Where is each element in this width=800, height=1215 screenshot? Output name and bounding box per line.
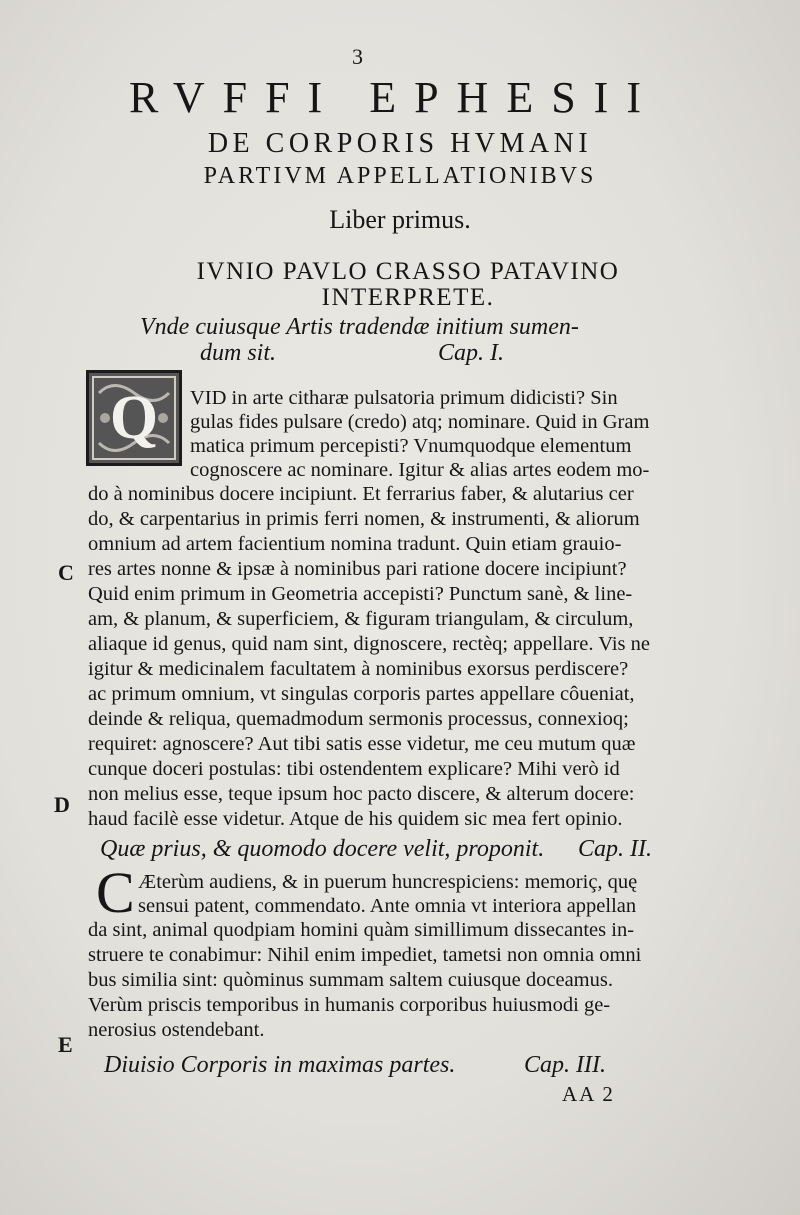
- chapter-2-header: [100, 836, 680, 863]
- interpreter-line: IVNIO PAVLO CRASSO PATAVINO: [196, 258, 620, 285]
- text-line: res artes nonne & ipsæ à nominibus pari ratione docere incipiunt?: [88, 558, 627, 580]
- text-line: aliaque id genus, quid nam sint, dignoscere, rectèq; appellare. Vis ne: [88, 633, 650, 655]
- initial-letter: Q: [109, 383, 159, 452]
- chapter-1-heading-cont: dum sit.: [200, 340, 277, 366]
- margin-letter: E: [58, 1032, 73, 1057]
- text-line: cunque doceri postulas: tibi ostendentem explicare? Mihi verò id: [88, 758, 620, 780]
- text-line: ac primum omnium, vt singulas corporis partes appellare côueniat,: [88, 683, 635, 705]
- title-author: RVFFI EPHESII: [129, 73, 659, 122]
- page-number: 3: [352, 44, 363, 69]
- text-line: deinde & reliqua, quemadmodum sermonis processus, connexioq;: [88, 708, 629, 730]
- margin-letter: D: [54, 792, 70, 817]
- chapter-3-number: Cap. III.: [524, 1052, 606, 1078]
- text-line: gulas fides pulsare (credo) atq; nominare. Quid in Gram: [190, 411, 650, 433]
- drop-initial: C: [96, 860, 135, 925]
- margin-letter: C: [58, 560, 74, 585]
- text-line: haud facilè esse videtur. Atque de his quidem sic mea fert opinio.: [88, 808, 623, 830]
- text-line: sensui patent, commendato. Ante omnia vt interiora appellan: [138, 895, 637, 917]
- text-line: da sint, animal quodpiam homini quàm simillimum dissecantes in-: [88, 919, 635, 941]
- text-line: non melius esse, teque ipsum hoc pacto discere, & alterum docere:: [88, 783, 635, 805]
- book-number: Liber primus.: [329, 205, 471, 234]
- text-line: Quid enim primum in Geometria accepisti? Punctum sanè, & line-: [88, 583, 633, 605]
- chapter-1-heading: Vnde cuiusque Artis tradendæ initium sumen-: [140, 314, 579, 340]
- title-subject-cont: PARTIVM APPELLATIONIBVS: [203, 163, 597, 189]
- chapter-3-heading: Diuisio Corporis in maximas partes.: [104, 1052, 456, 1078]
- text-line: matica primum percepisti? Vnumquodque elementum: [190, 435, 632, 457]
- text-line: VID in arte citharæ pulsatoria primum didicisti? Sin: [190, 387, 618, 409]
- text-line: struere te conabimur: Nihil enim impediet, tametsi non omnia omni: [88, 944, 642, 966]
- chapter-3-header: [104, 1052, 684, 1079]
- text-line: am, & planum, & superficiem, & figuram triangulam, & circulum,: [88, 608, 634, 630]
- chapter-2-heading: Quæ prius, & quomodo docere velit, proponit.: [100, 836, 545, 862]
- text-line: bus similia sint: quòminus summam saltem cuiusque doceamus.: [88, 969, 613, 991]
- text-line: Verùm priscis temporibus in humanis corporibus huiusmodi ge-: [88, 994, 611, 1016]
- interpreter-line-2: INTERPRETE.: [321, 284, 495, 311]
- signature-mark: AA 2: [562, 1082, 615, 1106]
- text-line: do à nominibus docere incipiunt. Et ferrarius faber, & alutarius cer: [88, 483, 634, 505]
- chapter-2-number: Cap. II.: [578, 836, 652, 862]
- chapter-1-number: Cap. I.: [438, 340, 504, 366]
- title-subject: DE CORPORIS HVMANI: [207, 128, 593, 159]
- text-line: omnium ad artem facientium nomina tradunt. Quin etiam grauio-: [88, 533, 622, 555]
- text-line: requiret: agnoscere? Aut tibi satis esse videtur, me ceu mutum quæ: [88, 733, 636, 755]
- text-line: do, & carpentarius in primis ferri nomen, & instrumenti, & aliorum: [88, 508, 640, 530]
- text-line: cognoscere ac nominare. Igitur & alias artes eodem mo-: [190, 459, 650, 481]
- text-line: Æterùm audiens, & in puerum huncrespiciens: memoriç, quę: [138, 871, 638, 893]
- text-line: nerosius ostendebant.: [88, 1019, 265, 1041]
- text-line: igitur & medicinalem facultatem à nominibus exorsus perdiscere?: [88, 658, 629, 680]
- decorated-initial: [86, 370, 182, 466]
